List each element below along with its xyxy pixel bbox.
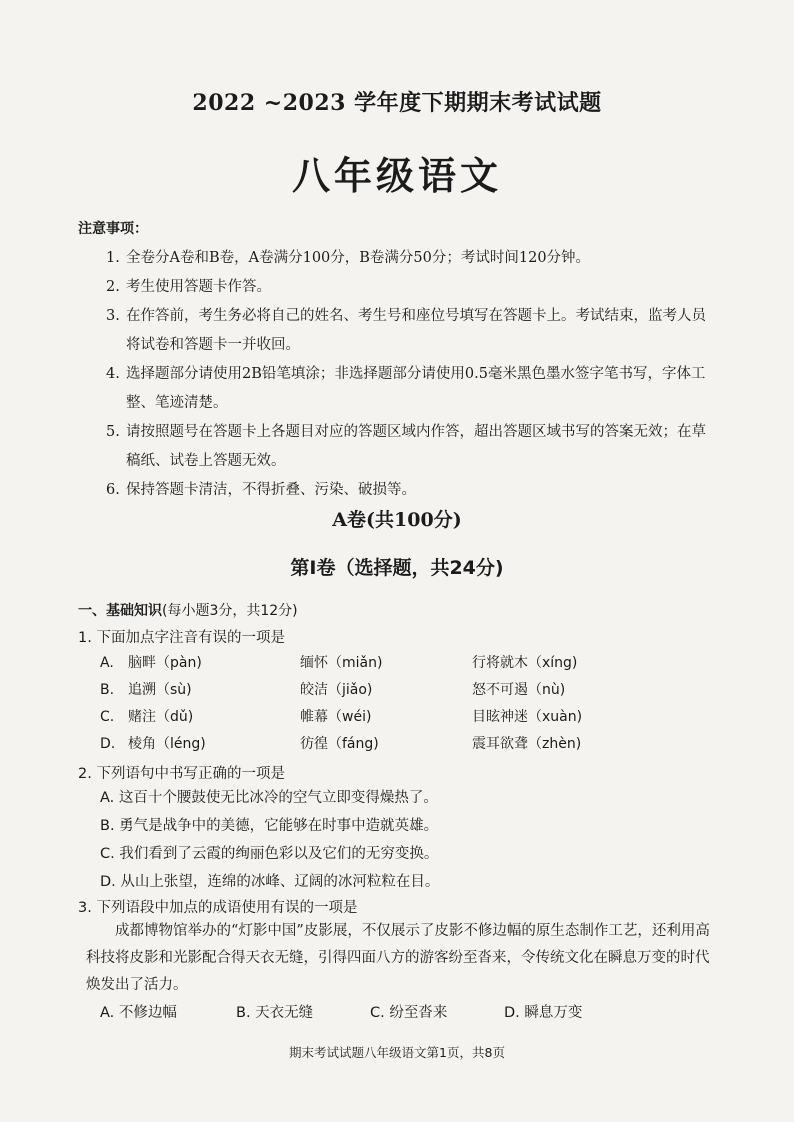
option-row: C. 赌注（dǔ) 帷幕（wéi) 目眩神迷（xuàn) — [100, 708, 583, 725]
option-row: B. 追溯（sù) 皎洁（jiǎo) 怒不可遏（nù) — [100, 681, 566, 698]
option-b: B. 天衣无缝 — [236, 1005, 314, 1021]
notice-list — [106, 244, 718, 505]
option-a: A. 不修边幅 — [100, 1005, 177, 1021]
page-footer: 期末考试试题八年级语文第1页，共8页 — [289, 1045, 505, 1060]
notice-heading: 注意事项： — [78, 221, 148, 237]
section-a-heading: A卷(共100分) — [332, 509, 462, 531]
notice-item: 6. 保持答题卡清洁，不得折叠、污染、破损等。 — [106, 482, 416, 498]
question-2-stem: 2. 下列语句中书写正确的一项是 — [78, 766, 285, 782]
notice-item: 1. 全卷分A卷和B卷，A卷满分100分，B卷满分50分；考试时间120分钟。 — [106, 250, 591, 266]
question-1-stem: 1. 下面加点字注音有误的一项是 — [78, 630, 285, 646]
option-sentence: C. 我们看到了云霞的绚丽色彩以及它们的无穷变换。 — [100, 846, 439, 862]
notice-item: 5. 请按照题号在答题卡上各题目对应的答题区域内作答，超出答题区域书写的答案无效；在草稿纸、试卷上答题无效。 — [106, 424, 706, 469]
exam-title: 2022 ~2023 学年度下期期末考试试题 — [192, 90, 602, 116]
part-heading — [78, 600, 298, 620]
subject-title: 八年级语文 — [291, 154, 502, 198]
option-c: C. 纷至沓来 — [370, 1005, 448, 1021]
question-3-options — [100, 1001, 634, 1022]
question-2-options — [100, 784, 439, 896]
notice-item: 3. 在作答前，考生务必将自己的姓名、考生号和座位号填写在答题卡上。考试结束，监考人员将试卷和答题卡一并收回。 — [106, 308, 706, 353]
question-1-options — [100, 648, 672, 756]
section-i-heading: 第Ⅰ卷（选择题，共24分) — [290, 557, 504, 579]
option-sentence: B. 勇气是战争中的美德，它能够在时事中造就英雄。 — [100, 818, 439, 834]
option-d: D. 瞬息万变 — [504, 1005, 583, 1021]
notice-item: 2. 考生使用答题卡作答。 — [106, 279, 271, 295]
option-row: A. 脑畔（pàn) 缅怀（miǎn) 行将就木（xíng) — [100, 654, 578, 671]
question-3-stem: 3. 下列语段中加点的成语使用有误的一项是 — [78, 900, 358, 916]
part-note: (每小题3分，共12分) — [162, 603, 298, 619]
option-sentence: D. 从山上张望，连绵的冰峰、辽阔的冰河粒粒在目。 — [100, 874, 440, 890]
notice-item: 4. 选择题部分请使用2B铅笔填涂；非选择题部分请使用0.5毫米黑色墨水签字笔书写，字体工整、笔迹清楚。 — [106, 366, 706, 411]
option-row: D. 棱角（léng) 彷徨（fáng) 震耳欲聋（zhèn) — [100, 735, 582, 752]
part-title: 一、基础知识 — [78, 603, 162, 619]
option-sentence: A. 这百十个腰鼓使无比冰冷的空气立即变得燥热了。 — [100, 790, 438, 806]
question-3-passage: 成都博物馆举办的“灯影中国”皮影展，不仅展示了皮影不修边幅的原生态制作工艺，还利用高科技将皮影和光影配合得天衣无缝，引得四面八方的游客纷至沓来，令传统文化在瞬息万变的时代焕发出了活力。 — [86, 923, 710, 993]
